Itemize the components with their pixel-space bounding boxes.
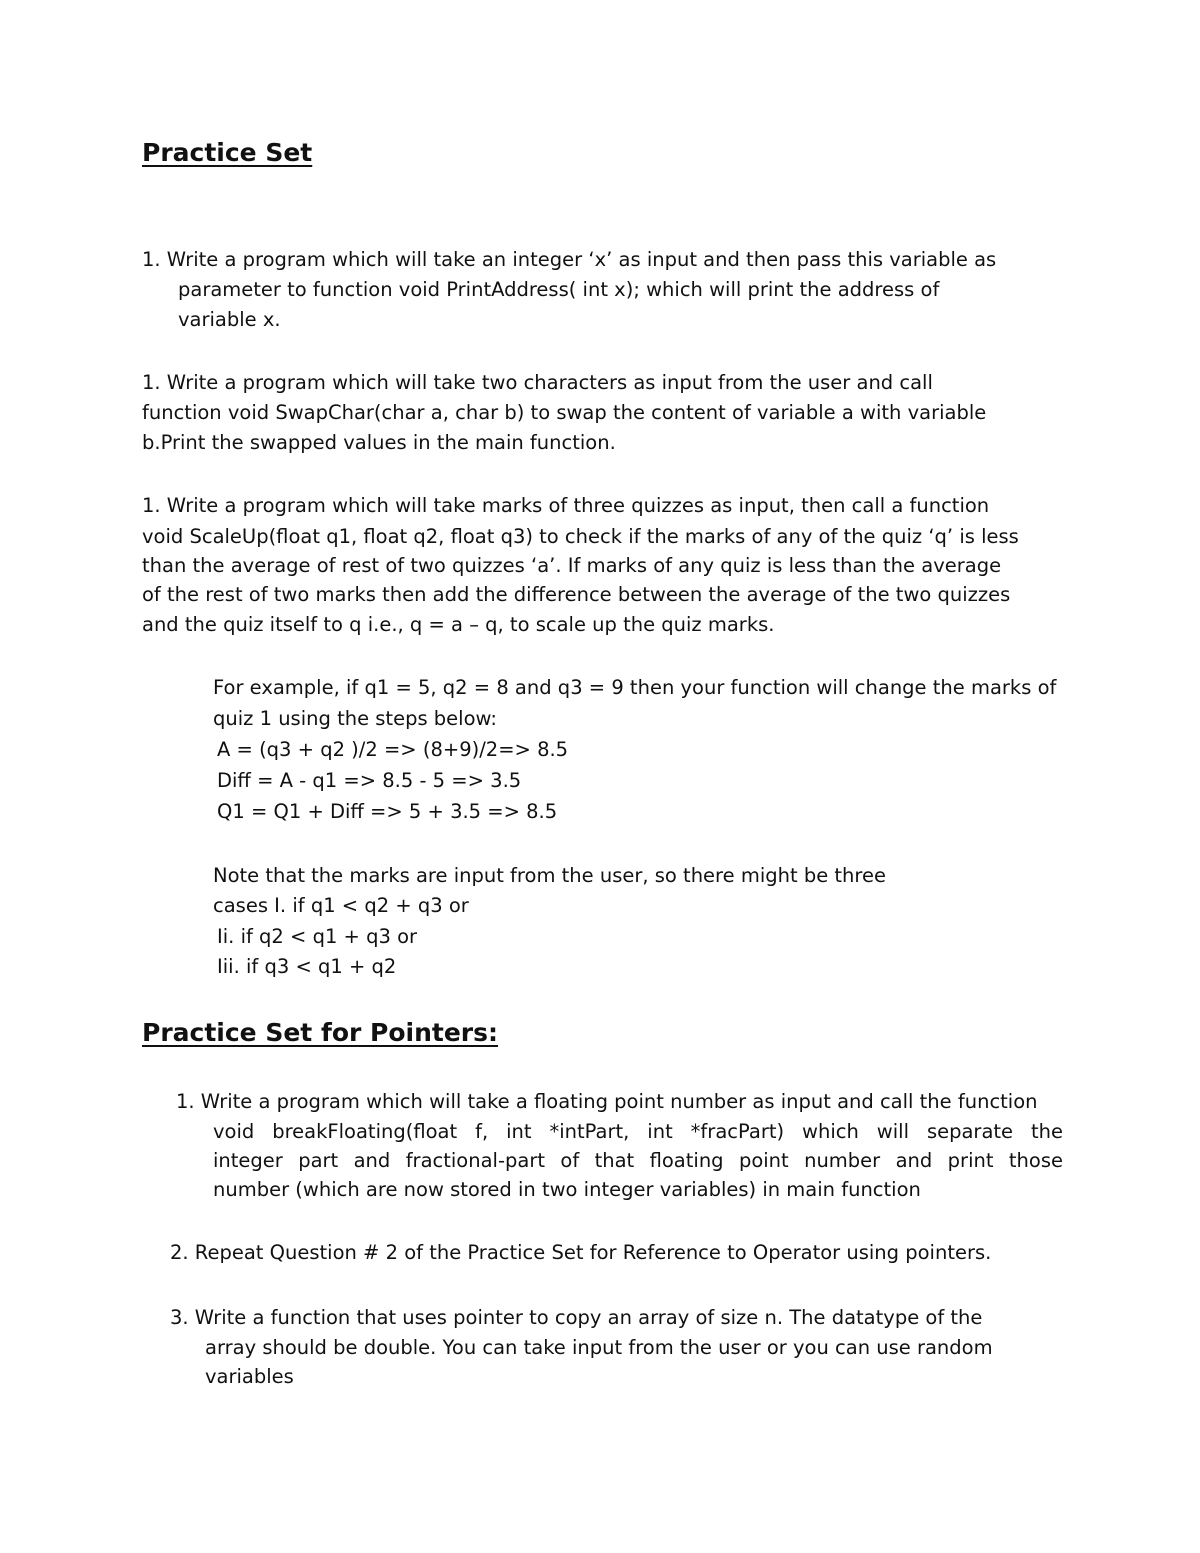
p1-line-2: void breakFloating(float f, int *intPart, int *fracPart) which will separate the bbox=[213, 1120, 1063, 1143]
p3-line-3: variables bbox=[205, 1365, 294, 1388]
note-line-4: Iii. if q3 < q1 + q2 bbox=[217, 955, 397, 978]
q2-line-1: 1. Write a program which will take two characters as input from the user and call bbox=[142, 371, 933, 394]
note-line-1: Note that the marks are input from the user, so there might be three bbox=[213, 864, 886, 887]
example-line-4: Diff = A - q1 => 8.5 - 5 => 3.5 bbox=[217, 769, 522, 792]
p2-line-1: 2. Repeat Question # 2 of the Practice Set for Reference to Operator using pointers. bbox=[170, 1241, 992, 1264]
note-line-3: Ii. if q2 < q1 + q3 or bbox=[217, 925, 418, 948]
q3-line-3: than the average of rest of two quizzes ‘a’. If marks of any quiz is less than the average bbox=[142, 554, 1002, 577]
p1-line-4: number (which are now stored in two integer variables) in main function bbox=[213, 1178, 921, 1201]
heading-practice-set: Practice Set bbox=[142, 138, 313, 167]
q3-line-5: and the quiz itself to q i.e., q = a – q, to scale up the quiz marks. bbox=[142, 613, 775, 636]
q1-line-1: 1. Write a program which will take an integer ‘x’ as input and then pass this variable as bbox=[142, 248, 997, 271]
q1-line-2: parameter to function void PrintAddress( int x); which will print the address of bbox=[178, 278, 940, 301]
example-line-3: A = (q3 + q2 )/2 => (8+9)/2=> 8.5 bbox=[217, 738, 569, 761]
example-line-5: Q1 = Q1 + Diff => 5 + 3.5 => 8.5 bbox=[217, 800, 558, 823]
q3-line-1: 1. Write a program which will take marks of three quizzes as input, then call a function bbox=[142, 494, 990, 517]
p1-line-1: 1. Write a program which will take a floating point number as input and call the function bbox=[176, 1090, 1038, 1113]
p3-line-2: array should be double. You can take input from the user or you can use random bbox=[205, 1336, 993, 1359]
heading-practice-set-pointers: Practice Set for Pointers: bbox=[142, 1018, 499, 1047]
note-line-2: cases I. if q1 < q2 + q3 or bbox=[213, 894, 469, 917]
q3-line-4: of the rest of two marks then add the difference between the average of the two quizzes bbox=[142, 583, 1011, 606]
example-line-1: For example, if q1 = 5, q2 = 8 and q3 = 9 then your function will change the marks of bbox=[213, 676, 1057, 699]
q3-line-2: void ScaleUp(float q1, float q2, float q3) to check if the marks of any of the quiz ‘q’ is less bbox=[142, 525, 1019, 548]
p1-line-3: integer part and fractional-part of that floating point number and print those bbox=[213, 1149, 1063, 1172]
q2-line-3: b.Print the swapped values in the main function. bbox=[142, 431, 616, 454]
q1-line-3: variable x. bbox=[178, 308, 281, 331]
example-line-2: quiz 1 using the steps below: bbox=[213, 707, 497, 730]
q2-line-2: function void SwapChar(char a, char b) to swap the content of variable a with variable bbox=[142, 401, 987, 424]
p3-line-1: 3. Write a function that uses pointer to copy an array of size n. The datatype of the bbox=[170, 1306, 983, 1329]
